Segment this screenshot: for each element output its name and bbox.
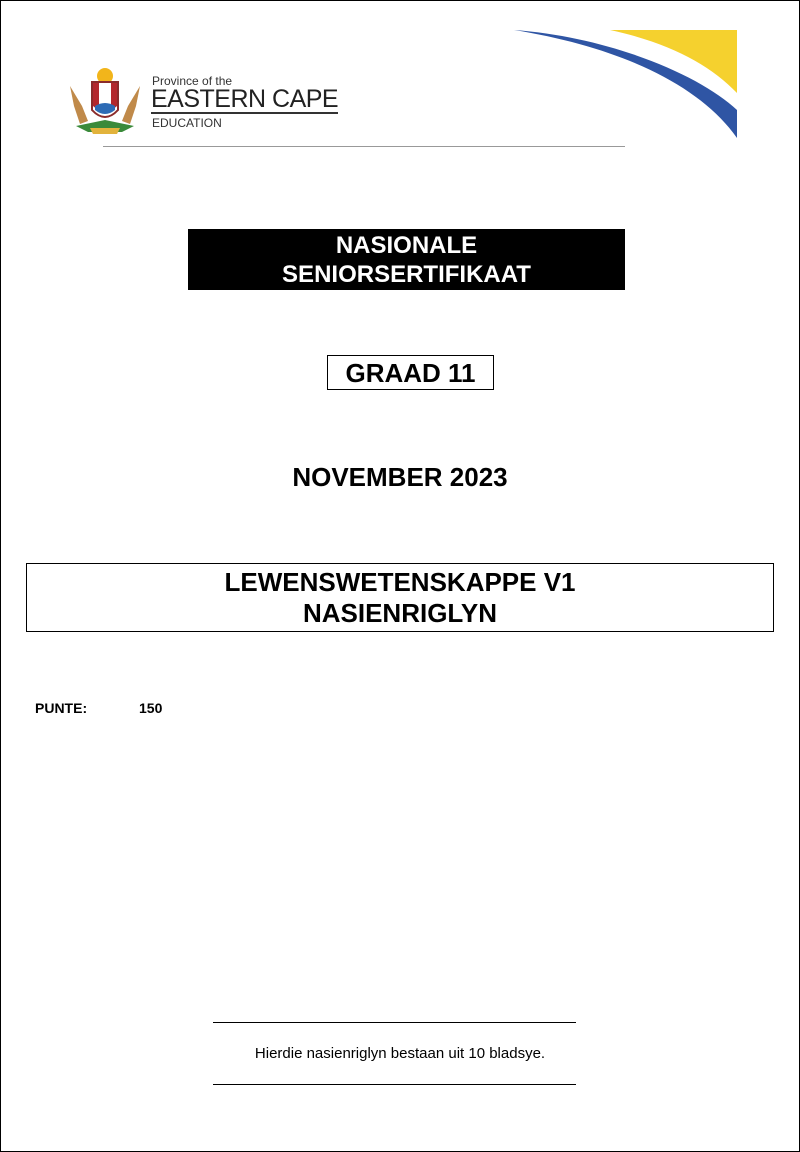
marks-value: 150 [139,700,163,716]
certificate-banner [188,229,625,290]
marks-label: PUNTE: [35,700,88,716]
banner-line-2: SENIORSERTIFIKAAT [282,261,531,288]
exam-date: NOVEMBER 2023 [292,462,508,492]
decorative-swoosh [500,25,740,145]
subject-box [26,563,774,632]
coat-of-arms-logo [62,66,148,136]
footer-divider-top [213,1022,576,1023]
logo-education-text: EDUCATION [152,116,222,130]
subject-title: LEWENSWETENSKAPPE V1 [224,567,576,597]
banner-line-1: NASIONALE [335,232,478,259]
logo-province-text: Province of the [152,74,233,88]
logo-eastern-cape-text: EASTERN CAPE [151,85,339,113]
grade-box: GRAAD 11 [327,355,494,390]
page-count-note: Hierdie nasienriglyn bestaan uit 10 bladsye. [254,1045,546,1062]
header-divider [103,146,625,147]
footer-divider-bottom [213,1084,576,1085]
subject-subtitle: NASIENRIGLYN [302,598,498,628]
